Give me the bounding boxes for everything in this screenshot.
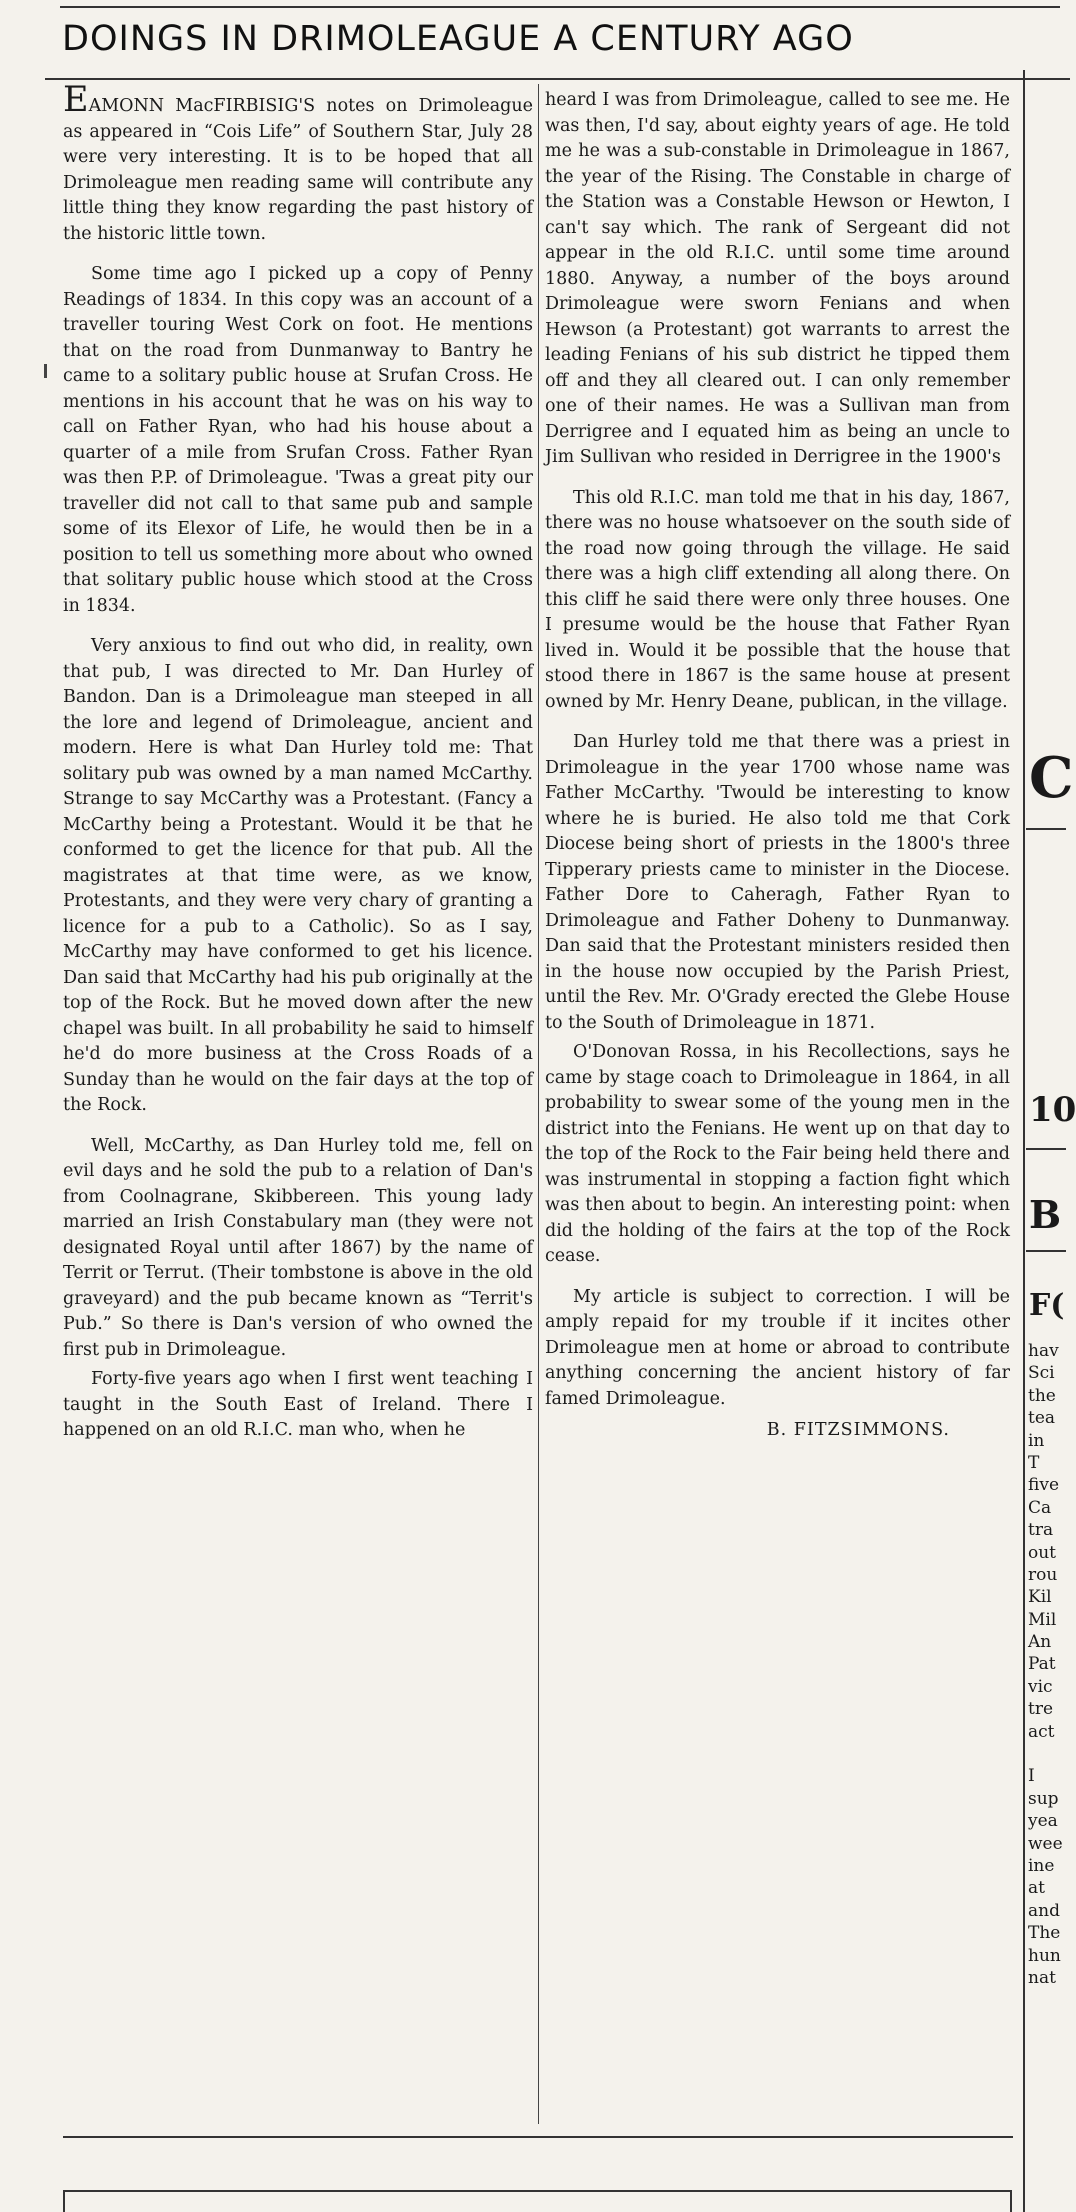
article-paragraph [545, 1285, 1010, 1413]
fragment-line: hun [1028, 1945, 1061, 1966]
fragment-line: yea [1028, 1811, 1058, 1832]
fragment-line: tea [1028, 1408, 1056, 1429]
fragment-line: An [1028, 1632, 1052, 1653]
article-paragraph [63, 262, 533, 619]
article-paragraph [63, 1367, 533, 1444]
fragment-line: hav [1028, 1341, 1059, 1361]
fragment-line: vic [1028, 1676, 1053, 1697]
paragraph-text: Well, McCarthy, as Dan Hurley told me, fell on evil days and he sold the pub to a relation of Dan's from Coolnagrane, Skibbereen. This young lady married an Irish Constabulary man (they were not designated Royal until after 1867) by the name of Territ or Terrut. (Their tombstone is above in the old graveyard) and the pub became known as “Territ's Pub.” So there is Dan's version of who owned the first pub in Drimoleague. [63, 1135, 533, 1360]
next-article-box-right [1010, 2190, 1012, 2212]
adjacent-headline-fragment: F( [1029, 1288, 1065, 1323]
headline: DOINGS IN DRIMOLEAGUE A CENTURY AGO [62, 19, 854, 59]
right-column-border [1023, 70, 1025, 2212]
paragraph-text: Dan Hurley told me that there was a priest in Drimoleague in the year 1700 whose name was Father McCarthy. 'Twould be interesting to know where he is buried. He also told me that Cork Diocese being short of priests in the 1800's three Tipperary priests came to minister in the Diocese. Father Dore to Caheragh, Father Ryan to Drimoleague and Father Doheny to Dunmanway. Dan said that the Protestant ministers resided then in the house now occupied by the Parish Priest, until the Rev. Mr. O'Grady erected the Glebe House to the South of Drimoleague in 1871. [545, 732, 1010, 1033]
fragment-line: ine [1028, 1855, 1055, 1876]
fragment-line: wee [1028, 1833, 1063, 1854]
fragment-line [1028, 1743, 1068, 1765]
fragment-line: five [1028, 1475, 1060, 1496]
article-paragraph [63, 80, 533, 247]
drop-cap: E [63, 80, 89, 120]
article-paragraph [545, 1040, 1010, 1270]
fragment-line: Kil [1028, 1587, 1052, 1608]
article-paragraph [545, 88, 1010, 471]
fragment-line: tra [1028, 1520, 1054, 1541]
adjacent-headline-fragment: C [1029, 745, 1074, 811]
paragraph-text: This old R.I.C. man told me that in his day, 1867, there was no house whatsoever on the south side of the road now going through the village. He said there was a high cliff extending all along there. On this cliff he said there were only three houses. One I presume would be the house that Father Ryan lived in. Would it be possible that the house that stood there in 1867 is the same house at present owned by Mr. Henry Deane, publican, in the village. [545, 487, 1010, 712]
adjacent-headline-fragment: B [1029, 1192, 1062, 1237]
headline-rule [45, 78, 1070, 80]
article-paragraph [545, 730, 1010, 1036]
fragment-line: T [1028, 1452, 1040, 1473]
column-divider [538, 84, 539, 2124]
fragment-line: rou [1028, 1564, 1058, 1585]
fragment-line: in [1028, 1430, 1045, 1451]
margin-mark [44, 364, 47, 378]
article-paragraph [545, 486, 1010, 716]
author-signature: B. FITZSIMMONS. [766, 1420, 950, 1440]
top-rule [60, 6, 1060, 8]
fragment-line: The [1028, 1923, 1061, 1944]
adjacent-rule [1026, 1250, 1066, 1252]
fragment-line: Sci [1028, 1363, 1055, 1384]
paragraph-text: Forty-five years ago when I first went teaching I taught in the South East of Ireland. There I happened on an old R.I.C. man who, when he [63, 1369, 533, 1440]
article-paragraph [63, 634, 533, 1119]
paragraph-text: heard I was from Drimoleague, called to see me. He was then, I'd say, about eighty years of age. He told me he was a sub-constable in Drimoleague in 1867, the year of the Rising. The Constable in charge of the Station was a Constable Hewson or Hewton, I can't say which. The rank of Sergeant did not appear in the old R.I.C. until some time around 1880. Anyway, a number of the boys around Drimoleague were sworn Fenians and when Hewson (a Protestant) got warrants to arrest the leading Fenians of his sub district he tipped them off and they all cleared out. I can only remember one of their names. He was a Sullivan man from Derrigree and I equated him as being an uncle to Jim Sullivan who resided in Derrigree in the 1900's [545, 90, 1010, 467]
next-article-box [63, 2190, 1012, 2192]
paragraph-text: My article is subject to correction. I will be amply repaid for my trouble if it incites other Drimoleague men at home or abroad to contribute anything concerning the ancient history of far famed Drimoleague. [545, 1286, 1010, 1409]
adjacent-rule [1026, 1148, 1066, 1150]
adjacent-column-fragment [1028, 1340, 1068, 1989]
fragment-line: sup [1028, 1788, 1059, 1809]
article-column-left [63, 80, 533, 1459]
fragment-line: Mil [1028, 1609, 1057, 1630]
fragment-line: Pat [1028, 1654, 1056, 1675]
article-paragraph [63, 1134, 533, 1364]
fragment-line: Ca [1028, 1497, 1052, 1518]
next-article-box-left [63, 2190, 65, 2212]
fragment-line: nat [1028, 1967, 1056, 1988]
fragment-line: at [1028, 1878, 1045, 1899]
article-column-right [545, 88, 1010, 1444]
fragment-line: tre [1028, 1699, 1054, 1720]
paragraph-text: AMONN MacFIRBISIG'S notes on Drimoleague as appeared in “Cois Life” of Southern Star, July 28 were very interesting. It is to be hoped that all Drimoleague men reading same will contribute any little thing they know regarding the past history of the historic little town. [63, 96, 533, 244]
adjacent-rule [1026, 828, 1066, 830]
bottom-rule [63, 2136, 1013, 2138]
paragraph-text: Very anxious to find out who did, in reality, own that pub, I was directed to Mr. Dan Hurley of Bandon. Dan is a Drimoleague man steeped in all the lore and legend of Drimoleague, ancient and modern. Here is what Dan Hurley told me: That solitary pub was owned by a man named McCarthy. Strange to say McCarthy was a Protestant. (Fancy a McCarthy being a Protestant. Would it be that he conformed to get the licence for that pub. All the magistrates at that time were, as we know, Protestants, and they were very chary of granting a licence for a pub to a Catholic). So as I say, McCarthy may have conformed to get his licence. Dan said that McCarthy had his pub originally at the top of the Rock. But he moved down after the new chapel was built. In all probability he said to himself he'd do more business at the Cross Roads of a Sunday than he would on the fair days at the top of the Rock. [63, 636, 533, 1115]
fragment-line: the [1028, 1385, 1056, 1406]
fragment-line: act [1028, 1721, 1055, 1742]
paragraph-text: O'Donovan Rossa, in his Recollections, says he came by stage coach to Drimoleague in 1864, in all probability to swear some of the young men in the district into the Fenians. He went up on that day to the top of the Rock to the Fair being held there and was instrumental in stopping a faction fight which was then about to begin. An interesting point: when did the holding of the fairs at the top of the Rock cease. [545, 1042, 1010, 1266]
fragment-line: and [1028, 1900, 1060, 1921]
paragraph-text: Some time ago I picked up a copy of Penny Readings of 1834. In this copy was an account of a traveller touring West Cork on foot. He mentions that on the road from Dunmanway to Bantry he came to a solitary public house at Srufan Cross. He mentions in his account that he was on his way to call on Father Ryan, who had his house about a quarter of a mile from Srufan Cross. Father Ryan was then P.P. of Drimoleague. 'Twas a great pity our traveller did not call to that same pub and sample some of its Elexor of Life, he would then be in a position to tell us something more about who owned that solitary public house which stood at the Cross in 1834. [63, 264, 533, 616]
adjacent-headline-fragment: 10 [1029, 1090, 1076, 1130]
fragment-line: out [1028, 1542, 1057, 1563]
fragment-line: I [1028, 1766, 1035, 1787]
